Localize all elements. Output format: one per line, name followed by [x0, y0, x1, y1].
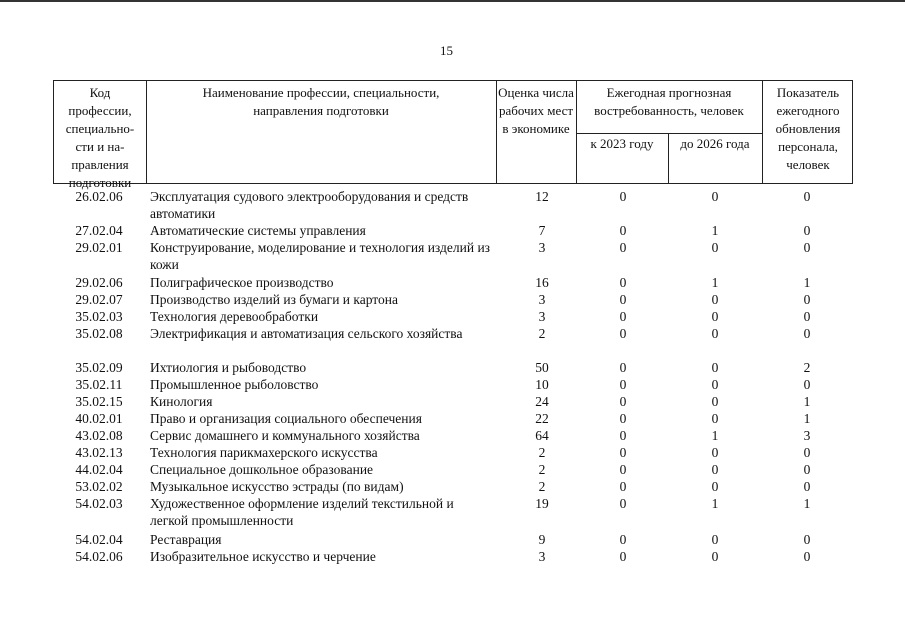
row-renewal: 3 — [803, 428, 811, 443]
row-name: Полиграфическое производство — [150, 275, 334, 290]
row-code: 43.02.13 — [75, 445, 123, 460]
row-2026: 0 — [711, 479, 719, 494]
row-renewal: 0 — [803, 445, 811, 460]
row-code: 35.02.08 — [75, 326, 123, 341]
row-2026: 0 — [711, 377, 719, 392]
row-name: Электрификация и автоматизация сельского хозяйства — [150, 326, 463, 341]
row-2026: 0 — [711, 549, 719, 564]
row-renewal: 0 — [803, 549, 811, 564]
row-2026: 0 — [711, 292, 719, 307]
row-2023: 0 — [619, 411, 627, 426]
header-code: Код профессии, специально-сти и на-правления подготовки — [65, 85, 135, 190]
row-2023: 0 — [619, 189, 627, 204]
row-jobs: 24 — [535, 394, 549, 409]
header-divider — [576, 133, 762, 134]
row-jobs: 2 — [538, 479, 546, 494]
row-renewal: 1 — [803, 275, 811, 290]
header-2026: до 2026 года — [680, 136, 750, 151]
row-jobs: 22 — [535, 411, 549, 426]
row-name: Кинология — [150, 394, 213, 409]
row-2026: 0 — [711, 411, 719, 426]
row-jobs: 7 — [538, 223, 546, 238]
header-2023: к 2023 году — [590, 136, 654, 151]
row-renewal: 0 — [803, 479, 811, 494]
row-name: Эксплуатация судового электрооборудования и средств автоматики — [150, 189, 469, 221]
header-jobs: Оценка числа рабочих мест в экономике — [498, 85, 574, 136]
row-2023: 0 — [619, 479, 627, 494]
row-renewal: 0 — [803, 462, 811, 477]
row-name: Право и организация социального обеспечения — [150, 411, 422, 426]
row-name: Технология парикмахерского искусства — [150, 445, 378, 460]
row-2023: 0 — [619, 377, 627, 392]
row-jobs: 19 — [535, 496, 549, 511]
row-renewal: 0 — [803, 532, 811, 547]
row-code: 35.02.09 — [75, 360, 123, 375]
row-code: 29.02.07 — [75, 292, 123, 307]
row-2023: 0 — [619, 309, 627, 324]
row-renewal: 0 — [803, 240, 811, 255]
row-renewal: 0 — [803, 326, 811, 341]
table-header — [53, 80, 853, 190]
row-2023: 0 — [619, 292, 627, 307]
row-code: 54.02.04 — [75, 532, 123, 547]
row-2023: 0 — [619, 462, 627, 477]
row-name: Специальное дошкольное образование — [150, 462, 374, 477]
row-jobs: 2 — [538, 326, 546, 341]
header-name: Наименование профессии, специальности, направления подготовки — [202, 85, 440, 118]
row-renewal: 0 — [803, 377, 811, 392]
row-2026: 1 — [711, 275, 719, 290]
row-jobs: 3 — [538, 309, 546, 324]
row-code: 53.02.02 — [75, 479, 123, 494]
page-top-border — [0, 0, 905, 2]
row-2026: 0 — [711, 240, 719, 255]
row-renewal: 1 — [803, 496, 811, 511]
header-demand: Ежегодная прогнозная востребованность, человек — [594, 85, 744, 118]
page-number: 15 — [440, 43, 453, 58]
row-code: 35.02.11 — [75, 377, 123, 392]
header-renewal: Показатель ежегодного обновления персонала, человек — [775, 85, 841, 172]
row-code: 29.02.01 — [75, 240, 123, 255]
row-2026: 0 — [711, 360, 719, 375]
row-code: 54.02.06 — [75, 549, 123, 564]
row-renewal: 0 — [803, 223, 811, 238]
row-renewal: 1 — [803, 394, 811, 409]
row-name: Художественное оформление изделий текстильной и легкой промышленности — [150, 496, 454, 528]
row-2026: 1 — [711, 496, 719, 511]
row-code: 43.02.08 — [75, 428, 123, 443]
row-jobs: 3 — [538, 240, 546, 255]
row-2023: 0 — [619, 394, 627, 409]
row-code: 35.02.15 — [75, 394, 123, 409]
row-2026: 0 — [711, 189, 719, 204]
row-jobs: 2 — [538, 462, 546, 477]
row-2026: 0 — [711, 445, 719, 460]
row-name: Технология деревообработки — [150, 309, 319, 324]
row-2023: 0 — [619, 549, 627, 564]
row-jobs: 2 — [538, 445, 546, 460]
row-name: Изобразительное искусство и черчение — [150, 549, 376, 564]
row-renewal: 0 — [803, 309, 811, 324]
row-2026: 0 — [711, 326, 719, 341]
row-name: Производство изделий из бумаги и картона — [150, 292, 398, 307]
row-jobs: 9 — [538, 532, 546, 547]
row-renewal: 1 — [803, 411, 811, 426]
row-code: 29.02.06 — [75, 275, 123, 290]
row-jobs: 50 — [535, 360, 549, 375]
row-jobs: 16 — [535, 275, 549, 290]
row-2026: 1 — [711, 428, 719, 443]
row-2026: 0 — [711, 462, 719, 477]
row-code: 44.02.04 — [75, 462, 123, 477]
row-jobs: 3 — [538, 292, 546, 307]
row-renewal: 0 — [803, 189, 811, 204]
row-2023: 0 — [619, 445, 627, 460]
row-2023: 0 — [619, 275, 627, 290]
row-2023: 0 — [619, 496, 627, 511]
row-2023: 0 — [619, 223, 627, 238]
row-code: 35.02.03 — [75, 309, 123, 324]
row-2026: 0 — [711, 532, 719, 547]
row-2026: 0 — [711, 394, 719, 409]
row-jobs: 3 — [538, 549, 546, 564]
row-name: Сервис домашнего и коммунального хозяйства — [150, 428, 420, 443]
row-code: 40.02.01 — [75, 411, 123, 426]
row-2023: 0 — [619, 326, 627, 341]
row-name: Автоматические системы управления — [150, 223, 366, 238]
row-code: 27.02.04 — [75, 223, 123, 238]
row-2026: 1 — [711, 223, 719, 238]
row-name: Промышленное рыболовство — [150, 377, 319, 392]
row-2023: 0 — [619, 532, 627, 547]
row-name: Ихтиология и рыбоводство — [150, 360, 307, 375]
row-code: 54.02.03 — [75, 496, 123, 511]
row-2023: 0 — [619, 240, 627, 255]
row-name: Реставрация — [150, 532, 222, 547]
row-2023: 0 — [619, 428, 627, 443]
row-code: 26.02.06 — [75, 189, 123, 204]
row-name: Конструирование, моделирование и технология изделий из кожи — [150, 240, 491, 272]
row-2023: 0 — [619, 360, 627, 375]
row-jobs: 10 — [535, 377, 549, 392]
row-renewal: 0 — [803, 292, 811, 307]
row-renewal: 2 — [803, 360, 811, 375]
row-jobs: 64 — [535, 428, 549, 443]
row-name: Музыкальное искусство эстрады (по видам) — [150, 479, 404, 494]
row-2026: 0 — [711, 309, 719, 324]
row-jobs: 12 — [535, 189, 549, 204]
